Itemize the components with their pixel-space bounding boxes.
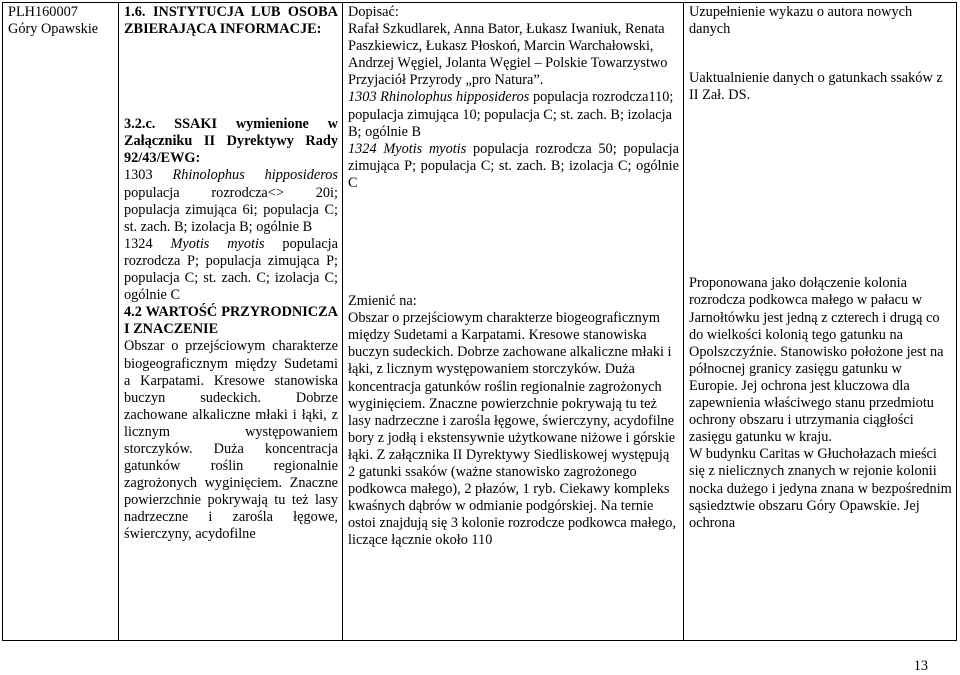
justification-note-2: Uaktualnienie danych o gatunkach ssaków z II Zał. DS. xyxy=(689,70,943,104)
species-name: Myotis myotis xyxy=(170,235,265,252)
table-row xyxy=(3,3,957,641)
site-code: PLH160007 xyxy=(8,4,78,20)
site-name: Góry Opawskie xyxy=(8,21,99,38)
species-entry-1303 xyxy=(124,167,338,235)
proposed-changes-cell xyxy=(343,3,684,641)
heading-4-2: 4.2 WARTOŚĆ PRZYRODNICZA I ZNACZENIE xyxy=(124,304,338,338)
heading-1-6: 1.6. INSTYTUCJA LUB OSOBA ZBIERAJĄCA INFORMACJE: xyxy=(124,4,338,38)
species-entry-1303 xyxy=(348,89,679,140)
heading-3-2-c: 3.2.c. SSAKI wymienione w Załączniku II Dyrektywy Rady 92/43/EWG: xyxy=(124,116,338,167)
species-details: populacja rozrodcza110; populacja zimująca 10; populacja C; st. zach. B; izolacja B; ogólnie B xyxy=(348,89,674,140)
species-details: populacja rozrodcza 50; populacja zimująca P; populacja C; st. zach. B; izolacja C; ogólnie C xyxy=(348,140,679,191)
document-table xyxy=(2,2,957,641)
change-label: Zmienić na: xyxy=(348,293,417,310)
species-code: 1324 xyxy=(348,140,384,157)
justification-note-4: W budynku Caritas w Głuchołazach mieści się z nielicznych znanych w rejonie kolonii nocka dużego i jedyna znana w bezpośrednim sąsiedztwie obszaru Góry Opawskie. Jej ochrona xyxy=(689,446,952,531)
change-text: Obszar o przejściowym charakterze biogeograficznym między Sudetami a Karpatami. Kresowe stanowiska buczyn sudeckich. Dobrze zachowane alkaliczne młaki i łąki, z licznym występowaniem storczyków. Duża koncentracja gatunków roślin regionalnie zagrożonych wyginięciem. Znaczne powierzchnie pokrywają tu też lasy nadrzeczne i zarośla łęgowe, świerczyny, acydofilne bory z jodłą i ekstensywnie użytkowane niżowe i górskie łąki. Z załącznika II Dyrektywy Siedliskowej występują 2 gatunki ssaków (ważne stanowisko zagrożonego podkowca małego), 2 płazów, 1 ryb. Ciekawy kompleks kwaśnych dąbrów w odmianie podgórskiej. Na ternie ostoi znajdują się 3 kolonie rozrodcze podkowca małego, liczące łącznie około 110 xyxy=(348,310,676,549)
species-name: Myotis myotis xyxy=(383,140,467,157)
species-name: Rhinolophus hipposideros xyxy=(380,89,530,106)
justification-note-3: Proponowana jako dołączenie kolonia rozrodcza podkowca małego w pałacu w Jarnołtówku jest jedną z czterech i drugą co do wielkości kolonią tego gatunku na Opolszczyźnie. Stanowisko położone jest na północnej granicy zasięgu gatunku w Europie. Jej ochrona jest kluczowa dla zapewnienia właściwego stanu przedmiotu ochrony obszaru i utrzymania ciągłości zasięgu gatunku w kraju. xyxy=(689,275,944,446)
species-entry-1324 xyxy=(124,236,338,304)
species-details: populacja rozrodcza<> 20i; populacja zimująca 6i; populacja C; st. zach. B; izolacja B; ogólnie B xyxy=(124,184,338,235)
page-number: 13 xyxy=(913,658,928,674)
species-name: Rhinolophus hipposideros xyxy=(172,167,338,184)
add-label: Dopisać: xyxy=(348,4,399,20)
species-code: 1303 xyxy=(124,167,173,184)
justification-note-1: Uzupełnienie wykazu o autora nowych danych xyxy=(689,4,913,38)
value-description: Obszar o przejściowym charakterze biogeograficznym między Sudetami a Karpatami. Kresowe stanowiska buczyn sudeckich. Dobrze zachowane alkaliczne młaki i łąki, z licznym występowaniem storczyków. Duża koncentracja gatunków roślin regionalnie zagrożonych wyginięciem. Znaczne powierzchnie pokrywają tu też lasy nadrzeczne i zarośla łęgowe, świerczyny, acydofilne xyxy=(124,338,338,543)
species-code: 1324 xyxy=(124,235,171,252)
current-content-cell xyxy=(119,3,343,641)
species-details: populacja rozrodcza P; populacja zimująca P; populacja C; st. zach. C; izolacja C; ogólnie C xyxy=(124,235,338,304)
species-code: 1303 xyxy=(348,89,381,106)
justification-cell xyxy=(684,3,957,641)
species-entry-1324 xyxy=(348,141,679,192)
authors-text: Rafał Szkudlarek, Anna Bator, Łukasz Iwaniuk, Renata Paszkiewicz, Łukasz Płoskoń, Marcin Warchałowski, Andrzej Węgiel, Jolanta Węgiel – Polskie Towarzystwo Przyjaciół Przyrody „pro Natura”. xyxy=(348,21,668,89)
site-code-cell xyxy=(3,3,119,641)
